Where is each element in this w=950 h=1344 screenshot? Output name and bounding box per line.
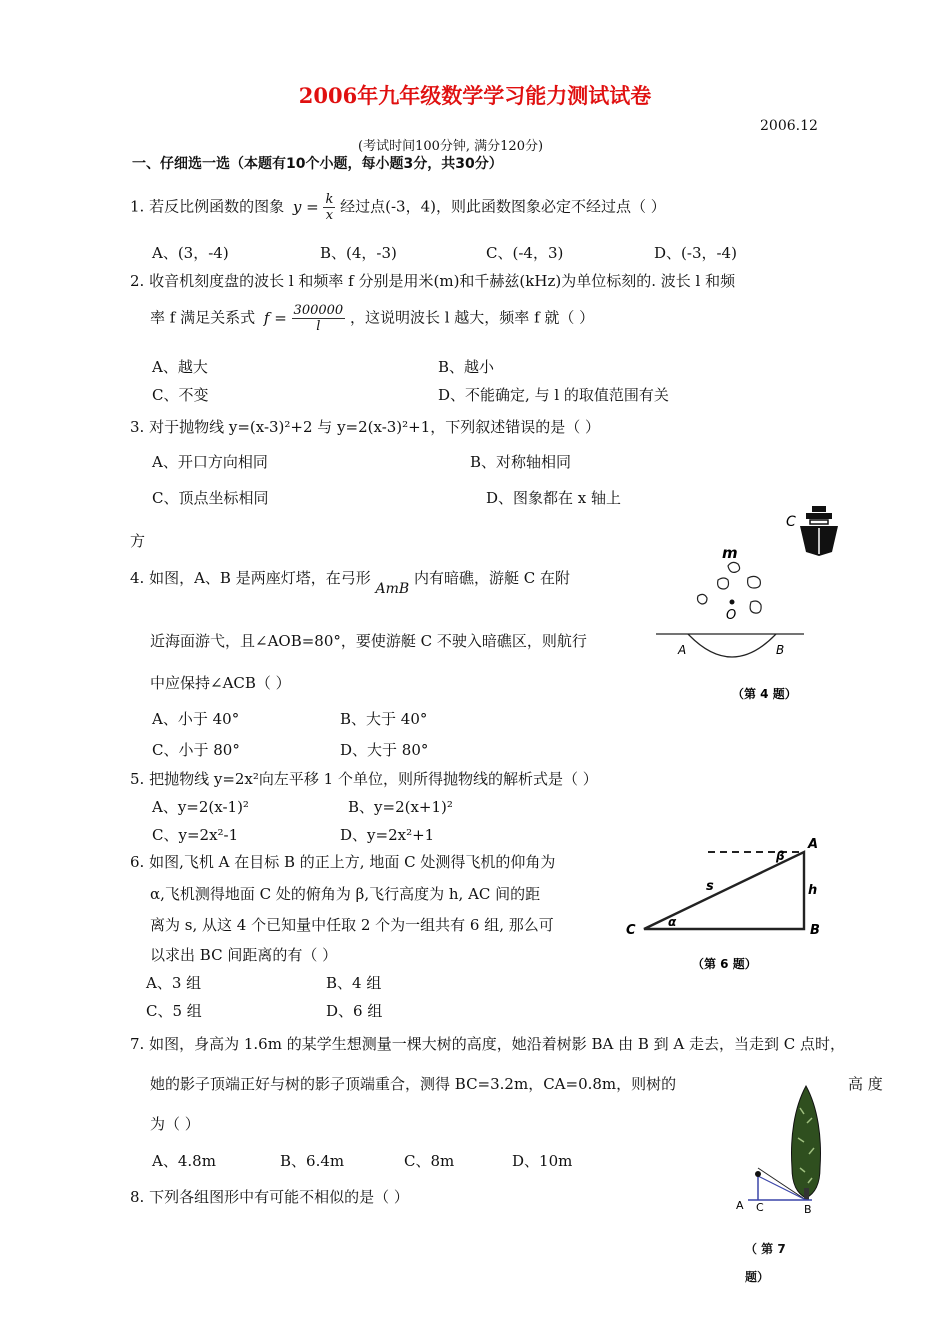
question-7-line-2-end: 高 度 [848, 1075, 883, 1093]
fig7-label-b: B [804, 1203, 812, 1216]
q2-option-c: C、不变 [152, 386, 209, 404]
question-4-line-2: 近海面游弋，且∠AOB=80°，要使游艇 C 不驶入暗礁区，则航行 [150, 632, 587, 650]
q2-text-post: ，这说明波长 l 越大，频率 f 就（ ） [349, 308, 595, 327]
q4-option-a: A、小于 40° [152, 710, 240, 728]
q3-option-a: A、开口方向相同 [152, 453, 268, 471]
q1-y-eq: y = [292, 197, 319, 216]
person-head [755, 1171, 761, 1177]
fig6-label-beta: β [776, 849, 785, 863]
q2-f-eq: f = [263, 308, 287, 327]
question-6-line-1: 6. 如图,飞机 A 在目标 B 的正上方, 地面 C 处测得飞机的仰角为 [130, 853, 556, 871]
q7-option-c: C、8m [404, 1152, 455, 1170]
question-6-line-3: 离为 s, 从这 4 个已知量中任取 2 个为一组共有 6 组, 那么可 [150, 916, 554, 934]
q7-option-d: D、10m [512, 1152, 573, 1170]
fig6-label-b: B [810, 923, 820, 938]
q1-option-b: B、(4，-3) [320, 244, 397, 262]
q1-text-pre: 1. 若反比例函数的图象 [130, 197, 285, 216]
question-7-line-3: 为（ ） [150, 1115, 200, 1133]
fig6-label-h: h [808, 883, 818, 898]
question-4-line-3: 中应保持∠ACB（ ） [150, 674, 291, 692]
fig4-caption: （第 4 题） [732, 687, 797, 701]
q3-option-c: C、顶点坐标相同 [152, 489, 269, 507]
q1-option-a: A、(3，-4) [152, 244, 229, 262]
fig6-label-a: A [808, 837, 819, 852]
fig7-caption-line-1: （ 第 7 [745, 1242, 786, 1256]
q5-option-d: D、y=2x²+1 [340, 826, 435, 844]
q1-numerator: k [325, 192, 334, 207]
q6-option-b: B、4 组 [326, 974, 382, 992]
q2-fraction [292, 303, 346, 334]
q4-option-c: C、小于 80° [152, 741, 240, 759]
question-2-stem: 2. 收音机刻度盘的波长 l 和频率 f 分别是用米(m)和千赫兹(kHz)为单位标刻的. 波长 l 和频 [130, 272, 736, 290]
q1-fraction [323, 192, 335, 223]
question-5-stem: 5. 把抛物线 y=2x²向左平移 1 个单位，则所得抛物线的解析式是（ ） [130, 770, 598, 788]
fig6-label-alpha: α [668, 915, 677, 929]
question-7-line-1: 7. 如图，身高为 1.6m 的某学生想测量一棵大树的高度，她沿着树影 BA 由 B 到 A 走去，当走到 C 点时， [130, 1035, 846, 1053]
q1-option-c: C、(-4，3) [486, 244, 564, 262]
q3-option-d: D、图象都在 x 轴上 [486, 489, 622, 507]
q5-option-b: B、y=2(x+1)² [348, 798, 453, 816]
q5-option-c: C、y=2x²-1 [152, 826, 239, 844]
fig6-caption: （第 6 题） [692, 957, 757, 971]
q4-option-d: D、大于 80° [340, 741, 429, 759]
fig4-label-o: O [726, 608, 737, 623]
fig4-label-c: C [786, 514, 796, 530]
fig4-label-a: A [678, 643, 687, 657]
ship-icon [800, 506, 838, 556]
question-4-line-1 [130, 567, 570, 597]
question-6-line-4: 以求出 BC 间距离的有（ ） [150, 946, 338, 964]
q6-option-d: D、6 组 [326, 1002, 383, 1020]
fig4-label-b: B [776, 643, 785, 657]
q4-text-b: 内有暗礁，游艇 C 在附 [413, 569, 570, 587]
q2-text-pre: 率 f 满足关系式 [150, 308, 256, 327]
q1-denominator: x [325, 208, 334, 223]
center-point-o [730, 600, 735, 605]
fig4-label-m: m [722, 544, 738, 562]
q2-option-b: B、越小 [438, 358, 495, 376]
fig7-caption-line-2: 题） [745, 1270, 770, 1284]
reef-icons [698, 562, 762, 613]
fig7-label-a: A [736, 1199, 744, 1212]
q2-numerator: 300000 [293, 303, 344, 318]
q2-denominator: l [316, 319, 321, 334]
q6-option-c: C、5 组 [146, 1002, 202, 1020]
figure-q6 [620, 832, 830, 977]
fig7-label-c: C [756, 1201, 764, 1214]
question-6-line-2: α,飞机测得地面 C 处的俯角为 β,飞行高度为 h, AC 间的距 [150, 885, 541, 903]
q7-option-a: A、4.8m [152, 1152, 216, 1170]
q5-option-a: A、y=2(x-1)² [152, 798, 249, 816]
q4-arc-amb: AmB [375, 581, 410, 597]
exam-date: 2006.12 [760, 118, 818, 134]
figure-q4 [650, 498, 850, 708]
exam-subtitle: (考试时间100分钟, 满分120分) [358, 139, 544, 154]
question-3-stem: 3. 对于抛物线 y=(x-3)²+2 与 y=2(x-3)²+1，下列叙述错误的是（ ） [130, 418, 601, 436]
q1-text-post: 经过点(-3，4)，则此函数图象必定不经过点（ ） [340, 197, 666, 216]
q4-option-b: B、大于 40° [340, 710, 428, 728]
q2-option-a: A、越大 [152, 358, 208, 376]
q3-option-d-continued: 方 [130, 532, 146, 550]
figure-q7 [730, 1078, 830, 1223]
q3-option-b: B、对称轴相同 [470, 453, 572, 471]
fig6-label-s: s [706, 879, 714, 894]
fig6-label-c: C [626, 923, 636, 938]
q6-option-a: A、3 组 [146, 974, 202, 992]
arc-amb [688, 634, 776, 657]
question-7-line-2: 她的影子顶端正好与树的影子顶端重合，测得 BC=3.2m，CA=0.8m，则树的 [150, 1075, 677, 1093]
q1-option-d: D、(-3，-4) [654, 244, 737, 262]
question-2-formula-line [150, 303, 594, 334]
q2-option-d: D、不能确定, 与 l 的取值范围有关 [438, 386, 669, 404]
page-title: 2006年九年级数学学习能力测试试卷 [298, 83, 652, 108]
q7-option-b: B、6.4m [280, 1152, 345, 1170]
tree-icon [792, 1086, 821, 1200]
q4-text-a: 4. 如图，A、B 是两座灯塔，在弓形 [130, 569, 371, 587]
section-heading: 一、仔细选一选（本题有10个小题，每小题3分，共30分） [132, 156, 503, 172]
question-1-stem [130, 192, 666, 223]
question-8-stem: 8. 下列各组图形中有可能不相似的是（ ） [130, 1188, 409, 1206]
